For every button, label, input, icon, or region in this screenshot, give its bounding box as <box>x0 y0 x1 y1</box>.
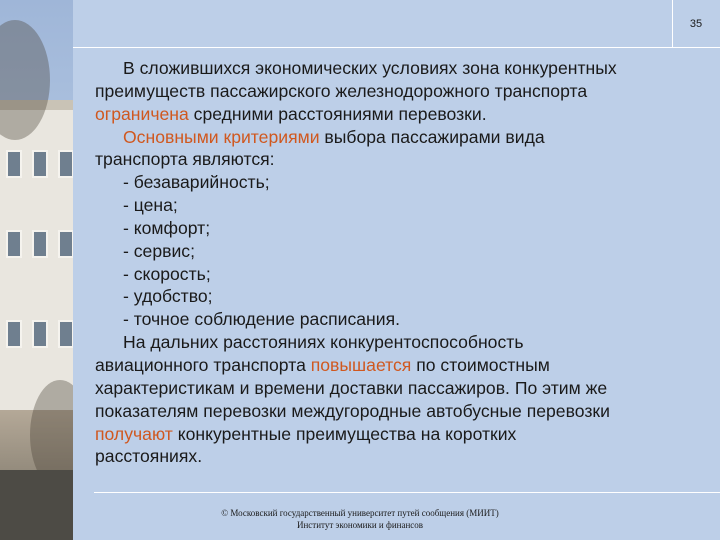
text-line: преимуществ пассажирского железнодорожного транспорта <box>95 80 588 101</box>
text-line: В сложившихся экономических условиях зона конкурентных <box>123 58 617 78</box>
text-line: показателям перевозки междугородные автобусные перевозки <box>95 400 610 421</box>
window <box>58 230 74 258</box>
text-line <box>95 126 695 149</box>
highlight-text: повышается <box>310 354 412 375</box>
highlight-text: Основными критериями <box>123 126 320 147</box>
list-item: - точное соблюдение расписания. <box>123 309 401 330</box>
text-line <box>95 354 695 377</box>
footer-copyright: © Московский государственный университет путей сообщения (МИИТ) <box>221 508 499 518</box>
list-item: - безаварийность; <box>123 172 270 193</box>
window <box>58 320 74 348</box>
top-divider <box>73 47 720 48</box>
list-item: - цена; <box>123 195 178 216</box>
text-line <box>95 103 695 126</box>
list-item: - удобство; <box>123 286 213 307</box>
window <box>58 150 74 178</box>
list-item: - скорость; <box>123 263 211 284</box>
page-number: 35 <box>689 18 703 30</box>
window <box>32 230 48 258</box>
text-fragment: конкурентные преимущества на коротких <box>172 423 517 444</box>
text-line: расстояниях. <box>95 446 203 467</box>
list-item: - сервис; <box>123 240 195 261</box>
text-fragment: средними расстояниями перевозки. <box>188 103 487 124</box>
text-line: транспорта являются: <box>95 149 275 170</box>
text-fragment: по стоимостным <box>411 354 550 375</box>
text-fragment: выбора пассажирами вида <box>319 126 545 147</box>
footer-institute: Институт экономики и финансов <box>296 520 424 530</box>
window <box>6 150 22 178</box>
highlight-text: получают <box>95 423 173 444</box>
list-item: - комфорт; <box>123 217 211 238</box>
window <box>6 320 22 348</box>
page-number-divider <box>672 0 673 47</box>
highlight-text: ограничена <box>95 103 189 124</box>
text-line: На дальних расстояниях конкурентоспособность <box>123 332 524 353</box>
text-fragment: авиационного транспорта <box>95 354 311 375</box>
footer <box>100 507 620 531</box>
window <box>32 320 48 348</box>
bottom-divider <box>94 492 720 493</box>
text-line: характеристикам и времени доставки пассажиров. По этим же <box>95 377 608 398</box>
slide-body <box>95 57 695 468</box>
window <box>6 230 22 258</box>
window <box>32 150 48 178</box>
text-line <box>95 423 695 446</box>
